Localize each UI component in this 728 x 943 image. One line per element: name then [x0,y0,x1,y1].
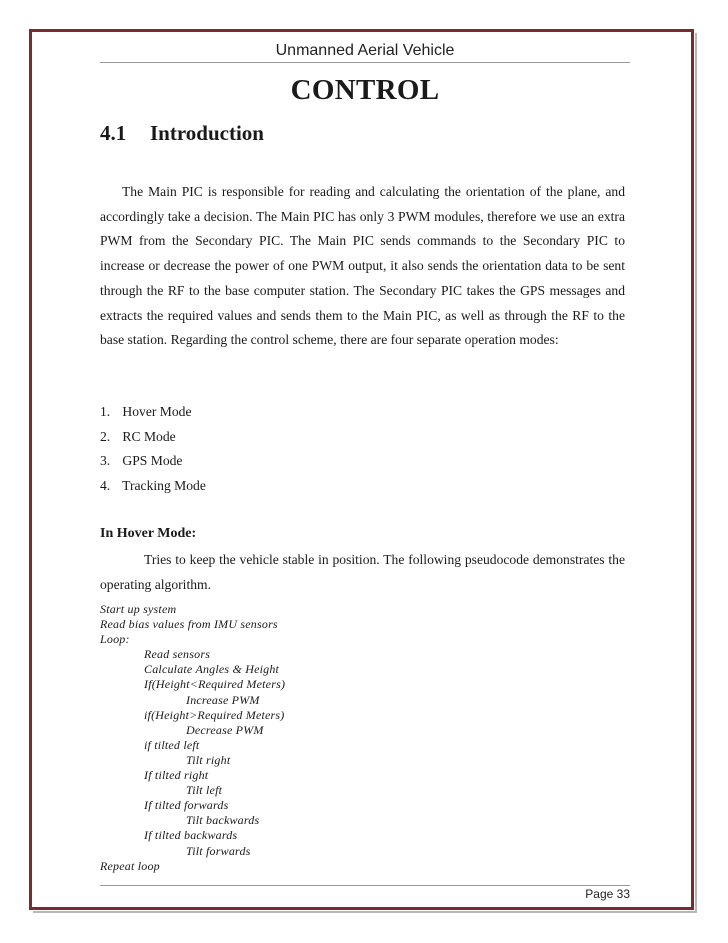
code-line: Start up system [100,602,177,616]
code-line: Tilt forwards [186,843,251,858]
code-line: Tilt left [186,783,223,798]
code-line: Read bias values from IMU sensors [100,617,278,632]
hover-mode-paragraph: Tries to keep the vehicle stable in position. The following pseudocode demonstrates the operating algorithm. [100,552,625,592]
code-line: Tilt right [186,752,231,767]
page-number: Page 33 [585,887,630,901]
code-line: Read sensors [144,647,211,662]
intro-paragraph: The Main PIC is responsible for reading and calculating the orientation of the plane, and accordingly take a decision. The Main PIC has only 3 PWM modules, therefore we use an extra PWM from the Secondary PIC. The Main PIC sends commands to the Secondary PIC to increase or decrease the power of one PWM output, it also sends the orientation data to be sent through the RF to the base computer station. The Secondary PIC takes the GPS messages and extracts the required values and sends them to the Main PIC, as well as through the RF to the base station. Regarding the control scheme, there are four separate operation modes: [100,184,625,348]
operation-modes-list [100,400,206,499]
code-line: Increase PWM [186,692,260,707]
header-rule [100,62,630,63]
chapter-title: CONTROL [290,74,440,106]
code-line: Decrease PWM [186,722,264,737]
section-number: 4.1 [100,121,127,145]
hover-mode-heading: In Hover Mode: [100,526,197,541]
running-header: Unmanned Aerial Vehicle [275,42,455,59]
code-line: If tilted backwards [144,828,238,843]
code-line: If(Height<Required Meters) [144,677,286,692]
code-line: Repeat loop [100,858,160,873]
section-title: Introduction [150,121,264,145]
code-line: If tilted right [144,768,209,783]
code-line: if tilted left [144,737,200,752]
pseudocode-block [100,602,285,874]
list-item: 2. RC Mode [100,428,176,444]
code-line: if(Height>Required Meters) [144,707,285,722]
code-line: Calculate Angles & Height [144,662,280,677]
list-item: 4. Tracking Mode [100,478,206,494]
code-line: If tilted forwards [144,798,229,813]
footer-rule [100,885,630,886]
section-heading [100,121,264,146]
code-line: Loop: [100,632,130,647]
list-item: 1. Hover Mode [100,404,192,419]
code-line: Tilt backwards [186,813,260,828]
list-item: 3. GPS Mode [100,453,183,469]
